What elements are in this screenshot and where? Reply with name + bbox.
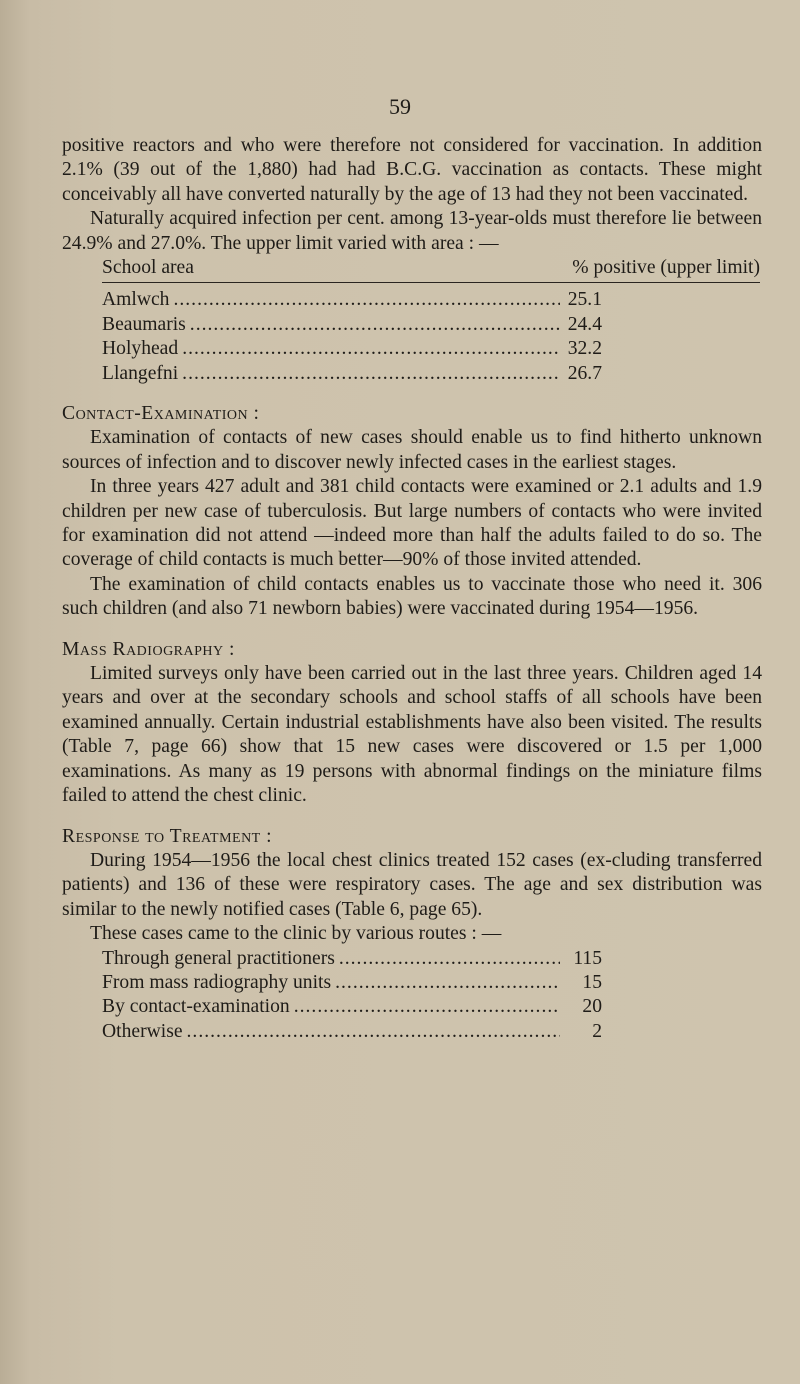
percent-value: 25.1 <box>567 289 602 311</box>
route-count: 15 <box>582 971 602 993</box>
percent-value: 26.7 <box>567 362 602 384</box>
school-area: Amlwch <box>102 289 170 311</box>
school-area: Beaumaris <box>102 313 186 335</box>
leader-dots <box>173 288 560 312</box>
school-table-header <box>102 256 760 283</box>
percent-value: 24.4 <box>567 313 602 335</box>
paragraph: The examination of child contacts enables us to vaccinate those who need it. 306 such children (and also 71 newborn babies) were vaccinated during 1954—1956. <box>62 573 762 620</box>
route-label: Through general practitioners <box>102 947 335 969</box>
route-count: 2 <box>592 1020 602 1042</box>
school-area-header: School area <box>102 257 194 279</box>
paragraph: Limited surveys only have been carried out in the last three years. Children aged 14 years and over at the secondary schools and school staffs of all schools have been examined annually. Certain industrial establishments have also been visited. The results (Table 7, page 66) show that 15 new cases were discovered or 1.5 per 1,000 examinations. As many as 19 persons with abnormal findings on the miniature films failed to attend the chest clinic. <box>62 663 762 807</box>
table-row <box>102 362 602 386</box>
leader-dots <box>335 971 560 995</box>
school-area: Holyhead <box>102 338 179 360</box>
school-area: Llangefni <box>102 362 179 384</box>
leader-dots <box>294 995 560 1019</box>
paragraph: During 1954—1956 the local chest clinics treated 152 cases (ex-cluding transferred patients) and 136 of these were respiratory cases. The age and sex distribution was similar to the newly notified cases (Table 6, page 65). <box>62 849 762 920</box>
section-heading-mass-radiography: Mass Radiography : <box>62 638 235 660</box>
paragraph: positive reactors and who were therefore not considered for vaccination. In addition 2.1% (39 out of the 1,880) had had B.C.G. vaccination as contacts. These might conceivably all have converted naturally by the age of 13 had they not been vaccinated. <box>62 135 762 205</box>
percent-positive-header: % positive (upper limit) <box>572 257 760 279</box>
route-label: From mass radiography units <box>102 971 332 993</box>
leader-dots <box>339 947 560 971</box>
table-row <box>102 995 602 1019</box>
table-row <box>102 947 602 971</box>
school-table <box>102 288 602 386</box>
paragraph: Naturally acquired infection per cent. among 13-year-olds must therefore lie between 24.9% and 27.0%. The upper limit varied with area : — <box>62 208 762 254</box>
section-heading-response-to-treatment: Response to Treatment : <box>62 825 273 847</box>
table-row <box>102 337 602 361</box>
routes-table <box>102 947 602 1045</box>
page-number: 59 <box>389 94 411 119</box>
leader-dots <box>187 1020 560 1044</box>
paragraph: In three years 427 adult and 381 child contacts were examined or 2.1 adults and 1.9 children per new case of tuberculosis. But large numbers of contacts who were invited for examination did not attend —indeed more than half the adults failed to do so. The coverage of child contacts is much better—90% of those invited attended. <box>62 476 762 571</box>
paragraph: These cases came to the clinic by various routes : — <box>90 923 502 945</box>
leader-dots <box>190 313 560 337</box>
leader-dots <box>182 337 560 361</box>
route-count: 20 <box>582 996 602 1018</box>
route-label: Otherwise <box>102 1020 183 1042</box>
table-row <box>102 313 602 337</box>
percent-value: 32.2 <box>567 338 602 360</box>
table-row <box>102 971 602 995</box>
body-text <box>62 134 762 1044</box>
route-label: By contact-examination <box>102 996 290 1018</box>
paragraph: Examination of contacts of new cases should enable us to find hitherto unknown sources of infection and to discover newly infected cases in the earliest stages. <box>62 427 762 473</box>
table-row <box>102 288 602 312</box>
route-count: 115 <box>573 947 602 969</box>
section-heading-contact-examination: Contact-Examination : <box>62 403 260 424</box>
table-row <box>102 1020 602 1044</box>
leader-dots <box>182 362 560 386</box>
